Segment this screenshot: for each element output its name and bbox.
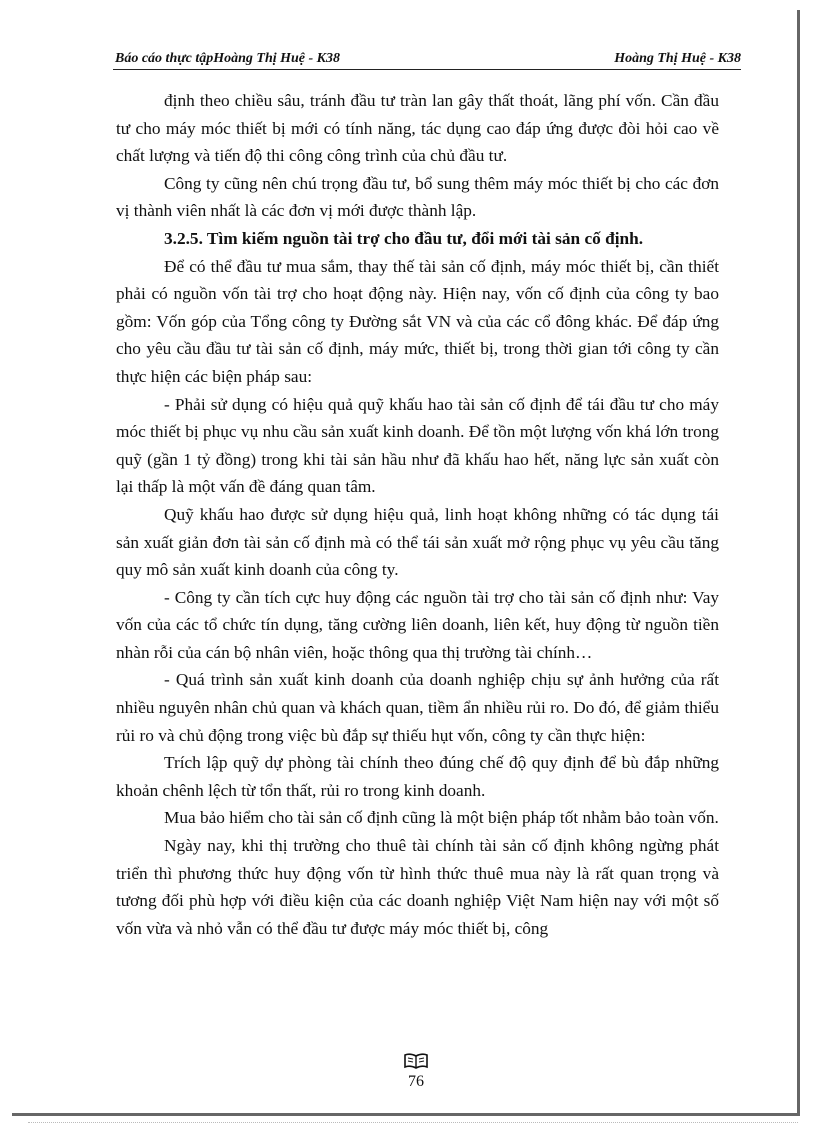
- book-icon: [403, 1052, 429, 1070]
- page-header: [113, 48, 741, 70]
- paragraph: - Quá trình sản xuất kinh doanh của doanh nghiệp chịu sự ảnh hưởng của rất nhiều nguyên nhân chủ quan và khách quan, tiềm ẩn nhiều rủi ro. Do đó, để giảm thiểu rủi ro và chủ động trong việc bù đắp sự thiếu hụt vốn, công ty cần thực hiện:: [116, 670, 719, 745]
- paragraph: Quỹ khấu hao được sử dụng hiệu quả, linh hoạt không những có tác dụng tái sản xuất giản đơn tài sản cố định mà có thể tái sản xuất mở rộng phục vụ yêu cầu tăng quy mô sản xuất kinh doanh của công ty.: [116, 504, 719, 580]
- paragraph: - Phải sử dụng có hiệu quả quỹ khấu hao tài sản cố định để tái đầu tư cho máy móc thiết bị phục vụ nhu cầu sản xuất kinh doanh. Để tồn một lượng vốn khá lớn trong quỹ (gần 1 tỷ đồng) trong khi tài sản hầu như đã khấu hao hết, năng lực sản xuất còn lại thấp là một vấn đề đáng quan tâm.: [116, 394, 719, 497]
- paragraph: Ngày nay, khi thị trường cho thuê tài chính tài sản cố định không ngừng phát triển thì phương thức huy động vốn từ hình thức thuê mua này là rất quan trọng và tương đối phù hợp với điều kiện của các doanh nghiệp Việt Nam hiện nay với một số vốn vừa và nhỏ vẫn có thể đầu tư được máy móc thiết bị, công: [116, 836, 719, 938]
- header-left-text: Báo cáo thực tậpHoàng Thị Huệ - K38: [115, 51, 341, 66]
- page-number: 76: [408, 1073, 424, 1090]
- paragraph: Mua bảo hiểm cho tài sản cố định cũng là một biện pháp tốt nhằm bảo toàn vốn.: [164, 808, 719, 828]
- body-text: [116, 87, 719, 942]
- paragraph: Công ty cũng nên chú trọng đầu tư, bổ sung thêm máy móc thiết bị cho các đơn vị thành viên nhất là các đơn vị mới được thành lập.: [116, 173, 719, 221]
- paragraph: Để có thể đầu tư mua sắm, thay thế tài sản cố định, máy móc thiết bị, cần thiết phải có nguồn vốn tài trợ cho hoạt động này. Hiện nay, vốn cố định của công ty bao gồm: Vốn góp của Tổng công ty Đường sắt VN và của các cổ đông khác. Để đáp ứng cho yêu cầu đầu tư tài sản cố định, máy mức, thiết bị, trong thời gian tới công ty cần thực hiện các biện pháp sau:: [116, 256, 719, 386]
- header-rule: [113, 69, 741, 70]
- section-heading: 3.2.5. Tìm kiếm nguồn tài trợ cho đầu tư, đổi mới tài sản cố định.: [164, 228, 644, 248]
- paragraph: định theo chiều sâu, tránh đầu tư tràn lan gây thất thoát, lãng phí vốn. Cần đầu tư cho máy móc thiết bị mới có tính năng, tác dụng cao đáp ứng được đòi hỏi cao về chất lượng và tiến độ thi công công trình của chủ đầu tư.: [116, 91, 719, 166]
- paragraph: - Công ty cần tích cực huy động các nguồn tài trợ cho tài sản cố định như: Vay vốn của các tổ chức tín dụng, tăng cường liên doanh, liên kết, huy động từ nguồn tiền nhàn rỗi của cán bộ nhân viên, hoặc thông qua thị trường tài chính…: [116, 587, 719, 662]
- paragraph: Trích lập quỹ dự phòng tài chính theo đúng chế độ quy định để bù đắp những khoản chênh lệch từ tổn thất, rủi ro trong kinh doanh.: [116, 753, 719, 800]
- header-right-text: Hoàng Thị Huệ - K38: [614, 51, 741, 66]
